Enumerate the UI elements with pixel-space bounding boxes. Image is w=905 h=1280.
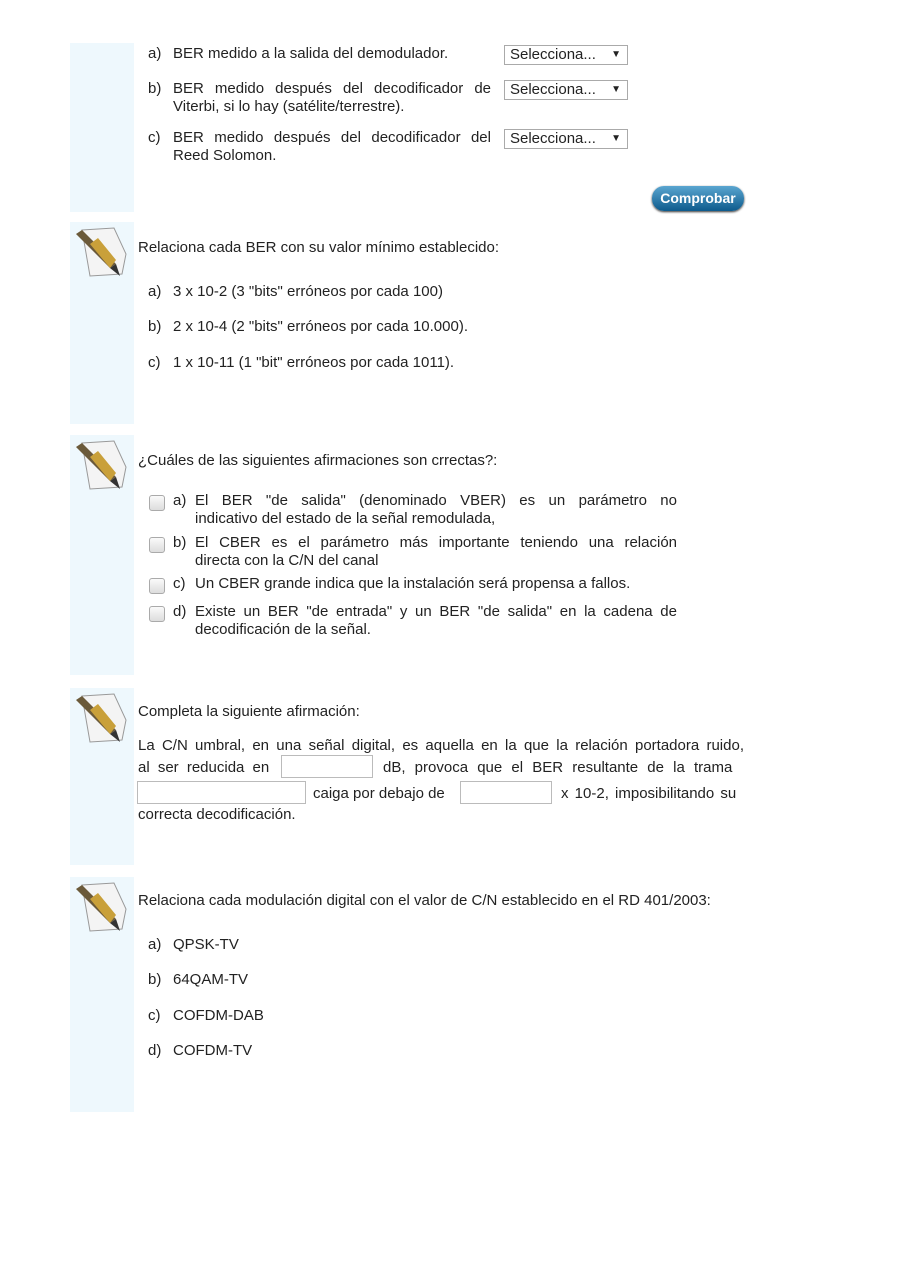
item-letter: a) [148, 936, 162, 953]
question-prompt: Relaciona cada modulación digital con el valor de C/N establecido en el RD 401/2003: [138, 892, 711, 909]
answer-select[interactable] [504, 129, 628, 149]
statement-text: dB, provoca que el BER resultante de la trama [383, 759, 733, 776]
item-text: 64QAM-TV [173, 971, 249, 988]
item-text: BER medido después del decodificador del [173, 129, 491, 146]
item-text: QPSK-TV [173, 936, 239, 953]
item-letter: a) [173, 492, 187, 509]
dropdown-arrow-icon: ▼ [611, 84, 621, 95]
item-letter: d) [148, 1042, 162, 1059]
item-text: 3 x 10-2 (3 "bits" erróneos por cada 100) [173, 283, 443, 300]
item-text: Viterbi, si lo hay (satélite/terrestre). [173, 98, 405, 115]
item-letter: b) [148, 971, 162, 988]
item-letter: c) [173, 575, 186, 592]
item-text: BER medido después del decodificador de [173, 80, 491, 97]
item-letter: c) [148, 354, 161, 371]
item-letter: a) [148, 283, 162, 300]
item-text: BER medido a la salida del demodulador. [173, 45, 449, 62]
item-letter: c) [148, 1007, 161, 1024]
item-text: El CBER es el parámetro más importante teniendo una relación [195, 534, 677, 551]
check-button[interactable]: Comprobar [652, 186, 744, 211]
item-text: indicativo del estado de la señal remodulada, [195, 510, 496, 527]
item-text: 1 x 10-11 (1 "bit" erróneos por cada 1011). [173, 354, 455, 371]
item-letter: b) [148, 80, 162, 97]
select-value: Selecciona... [510, 46, 596, 63]
blank-input-db[interactable] [281, 755, 373, 778]
question-prompt: Completa la siguiente afirmación: [138, 703, 360, 720]
item-text: COFDM-DAB [173, 1007, 264, 1024]
item-letter: b) [148, 318, 162, 335]
question-prompt: Relaciona cada BER con su valor mínimo establecido: [138, 239, 500, 256]
pen-paper-icon [70, 437, 130, 493]
statement-text: al ser reducida en [138, 759, 270, 776]
item-letter: a) [148, 45, 162, 62]
item-text: directa con la C/N del canal [195, 552, 379, 569]
item-letter: b) [173, 534, 187, 551]
answer-checkbox[interactable] [149, 537, 165, 553]
select-value: Selecciona... [510, 130, 596, 147]
item-text: Un CBER grande indica que la instalación será propensa a fallos. [195, 575, 631, 592]
answer-select[interactable] [504, 45, 628, 65]
item-letter: d) [173, 603, 187, 620]
item-letter: c) [148, 129, 161, 146]
sidebar-band [70, 43, 134, 212]
answer-select[interactable] [504, 80, 628, 100]
statement-text: caiga por debajo de [313, 785, 445, 802]
pen-paper-icon [70, 690, 130, 746]
dropdown-arrow-icon: ▼ [611, 49, 621, 60]
answer-checkbox[interactable] [149, 495, 165, 511]
dropdown-arrow-icon: ▼ [611, 133, 621, 144]
blank-input-trama[interactable] [137, 781, 306, 804]
select-value: Selecciona... [510, 81, 596, 98]
blank-input-value[interactable] [460, 781, 552, 804]
item-text: Existe un BER "de entrada" y un BER "de salida" en la cadena de [195, 603, 677, 620]
item-text: decodificación de la señal. [195, 621, 371, 638]
question-prompt: ¿Cuáles de las siguientes afirmaciones son crrectas?: [138, 452, 498, 469]
item-text: 2 x 10-4 (2 "bits" erróneos por cada 10.000). [173, 318, 468, 335]
answer-checkbox[interactable] [149, 578, 165, 594]
item-text: Reed Solomon. [173, 147, 277, 164]
statement-text: x 10-2, imposibilitando su [561, 785, 737, 802]
statement-text: La C/N umbral, en una señal digital, es aquella en la que la relación portadora ruido, [138, 737, 744, 754]
item-text: COFDM-TV [173, 1042, 253, 1059]
answer-checkbox[interactable] [149, 606, 165, 622]
statement-text: correcta decodificación. [138, 806, 296, 823]
pen-paper-icon [70, 224, 130, 280]
item-text: El BER "de salida" (denominado VBER) es un parámetro no [195, 492, 677, 509]
pen-paper-icon [70, 879, 130, 935]
